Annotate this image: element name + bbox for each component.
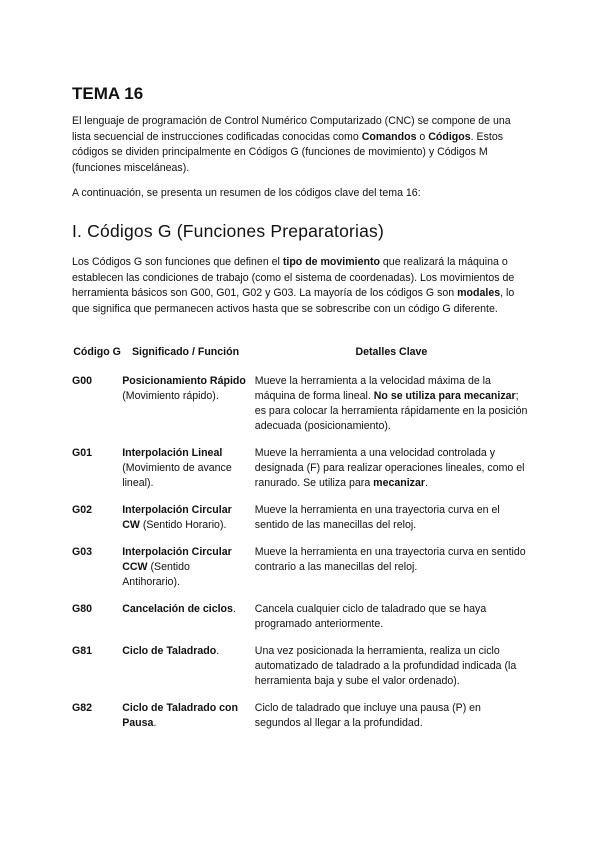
function-name: Ciclo de Taladrado con Pausa <box>122 702 238 729</box>
intro-text-3: . Estos códigos se dividen principalmente en Códigos G (funciones de movimiento) y Códigos M (funciones misceláneas). <box>72 130 504 174</box>
function-note: (Sentido Horario). <box>139 519 227 531</box>
header-details: Detalles Clave <box>355 346 428 358</box>
details-text-end: . <box>425 477 428 489</box>
intro-text-1: El lenguaje de programación de Control Numérico Computarizado (CNC) se compone de una lista secuencial de instrucciones codificadas conocidas como <box>72 115 511 143</box>
function-note: . <box>153 717 157 729</box>
cell-code: G01 <box>72 447 93 459</box>
cell-function <box>122 602 255 644</box>
details-text: Mueve la herramienta en una trayectoria curva en el sentido de las manecillas del reloj. <box>254 504 500 531</box>
table-row <box>72 446 528 503</box>
cell-details <box>255 503 528 545</box>
cell-function <box>122 446 255 503</box>
function-note: (Sentido Antihorario). <box>122 561 190 588</box>
section-text-3: , lo que significa que permanecen activos hasta que se sobrescribe con un código G diferente. <box>72 287 515 315</box>
details-text: Mueve la herramienta en una trayectoria curva en sentido contrario a las manecillas del reloj. <box>254 546 526 573</box>
cell-code: G00 <box>72 375 93 387</box>
cell-details <box>255 701 528 743</box>
details-text: Ciclo de taladrado que incluye una pausa (P) en segundos al llegar a la profundidad. <box>254 702 481 729</box>
intro-paragraph <box>72 114 528 176</box>
cell-code: G03 <box>72 546 93 558</box>
function-name: Cancelación de ciclos <box>122 603 233 615</box>
details-text: Una vez posicionada la herramienta, realiza un ciclo automatizado de taladrado a la profundidad indicada (la herramienta baja y sube el valor ordenado). <box>254 645 517 687</box>
header-code: Código G <box>73 346 121 358</box>
page-title: TEMA 16 <box>72 84 144 103</box>
g-codes-table <box>72 345 528 743</box>
details-bold: mecanizar <box>373 477 425 489</box>
table-row <box>72 701 528 743</box>
table-row <box>72 644 528 701</box>
cell-code: G82 <box>72 702 93 714</box>
intro-bold-2: Códigos <box>428 130 471 143</box>
function-name: Interpolación Lineal <box>122 447 223 459</box>
intro-bold-1: Comandos <box>361 130 417 143</box>
summary-line: A continuación, se presenta un resumen de los códigos clave del tema 16: <box>72 187 421 199</box>
details-text: Mueve la herramienta a una velocidad controlada y designada (F) para realizar operaciones lineales, como el ranurado. Se utiliza para <box>254 447 525 489</box>
cell-function <box>122 374 255 446</box>
table-row <box>72 503 528 545</box>
cell-function <box>122 503 255 545</box>
section-paragraph <box>72 255 528 317</box>
cell-code: G80 <box>72 603 93 615</box>
table-row <box>72 545 528 602</box>
function-note: (Movimiento rápido). <box>122 390 219 402</box>
header-function: Significado / Función <box>131 346 240 358</box>
function-note: (Movimiento de avance lineal). <box>122 462 232 489</box>
table-row <box>72 374 528 446</box>
function-name: Interpolación Circular CW <box>122 504 232 531</box>
cell-details <box>255 602 528 644</box>
cell-details <box>255 545 528 602</box>
details-text: Cancela cualquier ciclo de taladrado que se haya programado anteriormente. <box>254 603 487 630</box>
details-bold: No se utiliza para mecanizar <box>373 390 516 402</box>
cell-details <box>255 644 528 701</box>
intro-text-2: o <box>416 130 429 143</box>
cell-details <box>255 374 528 446</box>
function-name: Posicionamiento Rápido <box>122 375 246 387</box>
section-title: I. Códigos G (Funciones Preparatorias) <box>72 221 385 241</box>
function-name: Interpolación Circular CCW <box>122 546 232 573</box>
details-text: Mueve la herramienta a la velocidad máxima de la máquina de forma lineal. <box>254 375 491 402</box>
function-note: . <box>216 645 220 657</box>
table-header-row <box>72 345 528 374</box>
cell-code: G81 <box>72 645 93 657</box>
section-text-2: que realizará la máquina o establecen las condiciones de trabajo (como el sistema de coordenadas). Los movimientos de herramienta básicos son G00, G01, G02 y G03. La mayoría de los códigos G son <box>72 256 515 299</box>
details-text-end: ; es para colocar la herramienta rápidamente en la posición adecuada (posicionamiento). <box>254 390 528 432</box>
table-row <box>72 602 528 644</box>
section-text-1: Los Códigos G son funciones que definen el <box>72 256 283 268</box>
cell-function <box>122 545 255 602</box>
cell-function <box>122 701 255 743</box>
function-note: . <box>232 603 236 615</box>
cell-code: G02 <box>72 504 93 516</box>
function-name: Ciclo de Taladrado <box>122 645 217 657</box>
cell-function <box>122 644 255 701</box>
section-bold-2: modales <box>457 287 501 299</box>
section-bold-1: tipo de movimiento <box>282 256 380 268</box>
cell-details <box>255 446 528 503</box>
